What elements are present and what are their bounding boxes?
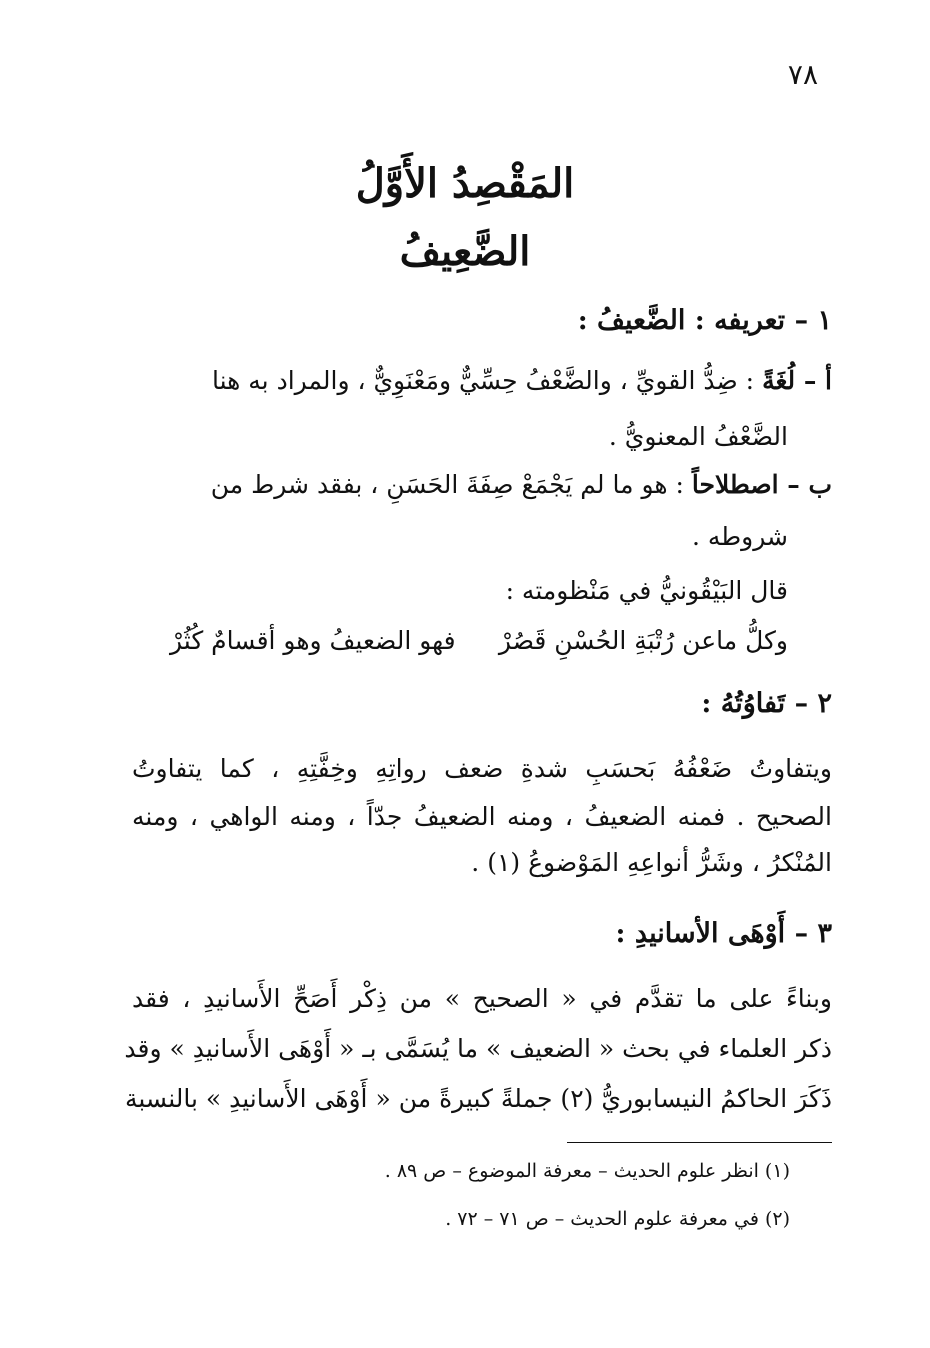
section-2-heading: ٢ – تَفاوُتُهُ :: [701, 688, 832, 719]
definition-istilah-label: ب – اصطلاحاً: [691, 470, 832, 499]
section-1-heading: ١ – تعريفه : الضَّعيفُ :: [577, 305, 832, 336]
definition-istilah-line-1: [211, 470, 832, 499]
section-2-line-2: الصحيح . فمنه الضعيفُ ، ومنه الضعيفُ جدّاً ، ومنه الواهي ، ومنه: [132, 802, 832, 831]
chapter-title: المَقْصِدُ الأَوَّلُ: [355, 160, 575, 207]
definition-istilah-line-2: شروطه .: [691, 522, 788, 551]
verse-first-hemistich: وكلُّ ماعن رُتْبَةِ الحُسْنِ قَصُرْ: [498, 626, 788, 655]
section-3-line-1: وبناءً على ما تقدَّم في « الصحيح » من ذِكْر أَصَحِّ الأَسانيدِ ، فقد: [132, 984, 832, 1013]
definition-istilah-text: : هو ما لم يَجْمَعْ صِفَةَ الحَسَنِ ، بفقد شرط من: [210, 470, 684, 499]
verse-second-hemistich: فهو الضعيفُ وهو أقسامٌ كُثُرْ: [170, 626, 456, 655]
section-3-line-3: ذَكَرَ الحاكمُ النيسابوريُّ (٢) جملةً كبيرةً من « أَوْهَى الأَسانيدِ » بالنسبة: [124, 1084, 832, 1113]
page-number: ٧٨: [787, 58, 818, 91]
section-3-heading: ٣ – أَوْهَى الأسانيدِ :: [615, 918, 832, 949]
section-2-line-1: ويتفاوتُ ضَعْفُهُ بَحسَبِ شدةِ ضعف رواتِهِ وخِفَّتِهِ ، كما يتفاوتُ: [132, 754, 832, 783]
footnote-1: (١) انظر علوم الحديث – معرفة الموضوع – ص ٨٩ .: [384, 1160, 790, 1182]
footnote-divider: [567, 1142, 832, 1143]
chapter-subtitle: الضَّعِيفُ: [399, 228, 531, 275]
footnote-2: (٢) في معرفة علوم الحديث – ص ٧١ – ٧٢ .: [445, 1208, 790, 1230]
section-3-line-2: ذكر العلماء في بحث « الضعيف » ما يُسَمَّى بـ « أَوْهَى الأَسانيدِ » وقد: [124, 1034, 832, 1063]
definition-lugha-line-2: الضَّعْفُ المعنويُّ .: [608, 422, 788, 451]
poem-intro: قال البَيْقُونيُّ في مَنْظومته :: [505, 576, 788, 605]
definition-lugha-label: أ – لُغَةً: [762, 366, 832, 395]
definition-lugha-text: : ضِدُّ القويِّ ، والضَّعْفُ حِسِّيٌّ ومَعْنَوِيٌّ ، والمراد به هنا: [211, 366, 755, 395]
definition-lugha-line-1: [212, 366, 832, 395]
section-2-line-3: المُنْكرُ ، وشَرُّ أنواعِهِ المَوْضوعُ (١) .: [471, 848, 832, 877]
